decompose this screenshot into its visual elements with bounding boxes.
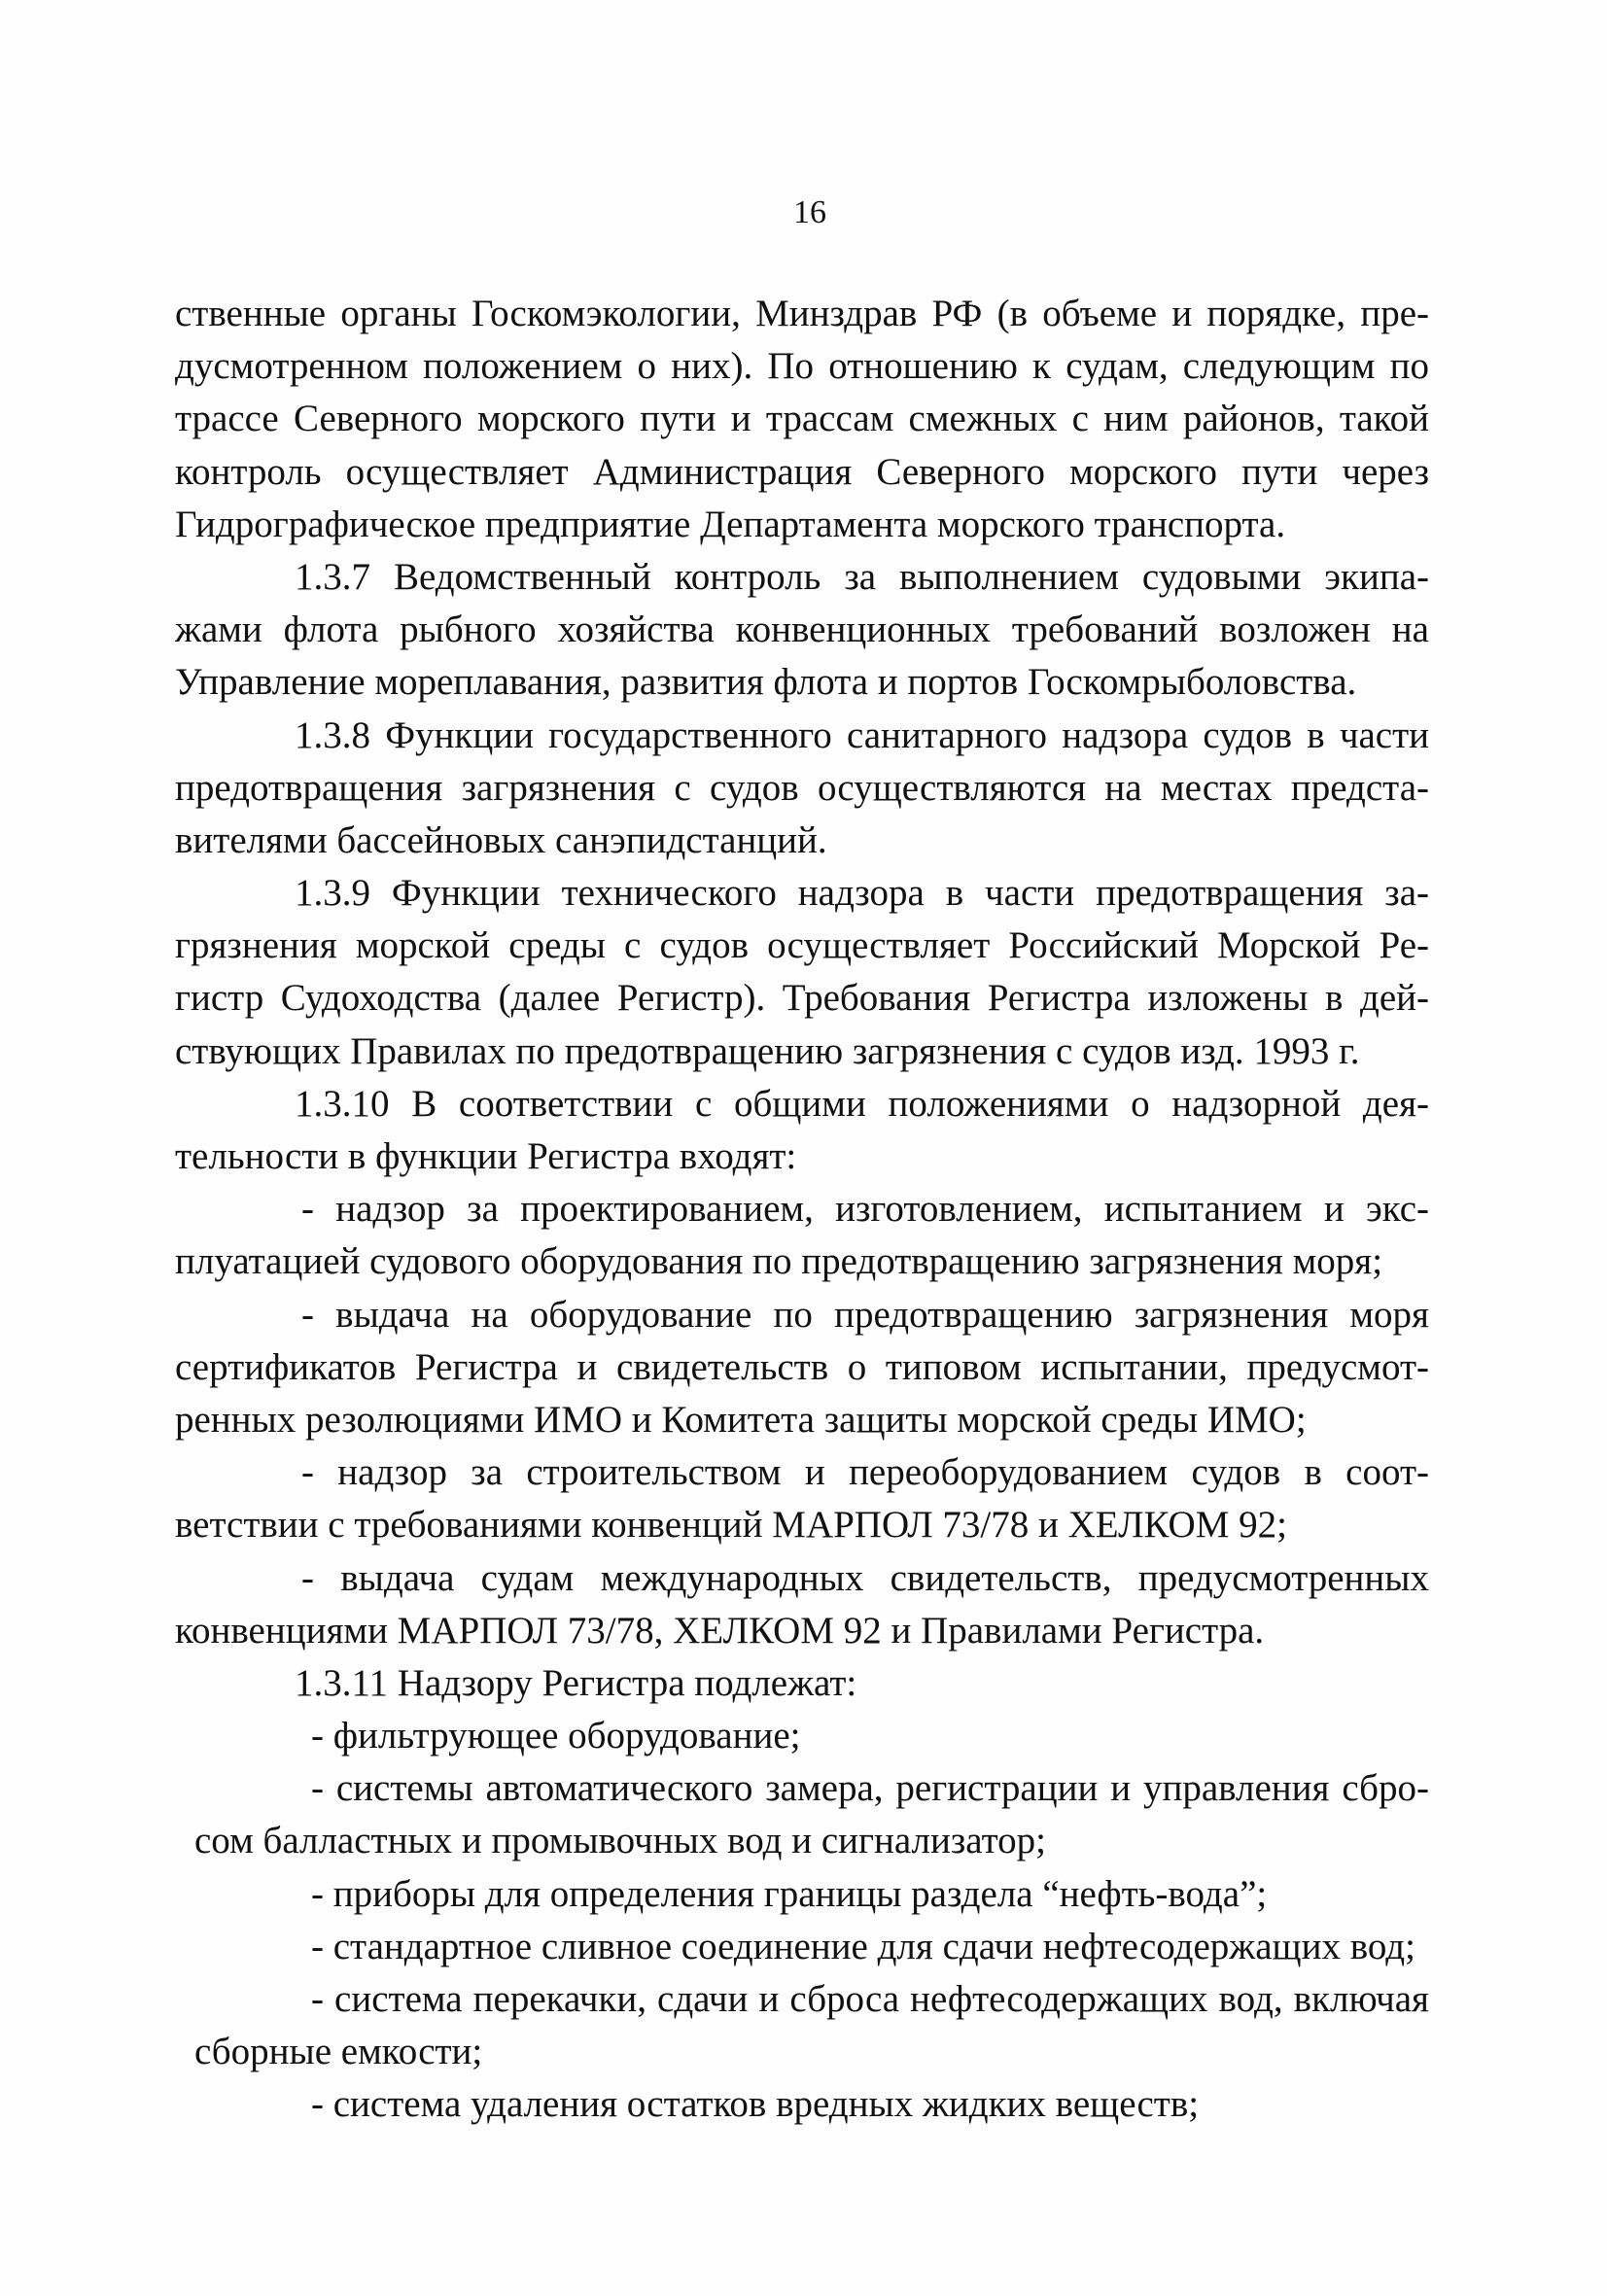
- text-line: плуатацией судового оборудования по предотвращению загрязнения моря;: [175, 1240, 1383, 1283]
- text-line: 1.3.7 Ведомственный контроль за выполнением судовыми экипа-: [295, 555, 1429, 598]
- text-line: 1.3.11 Надзору Регистра подлежат:: [295, 1661, 857, 1704]
- list-item: - системы автоматического замера, регистрации и управления сбро-: [311, 1767, 1429, 1810]
- text-line: вителями бассейновых санэпидстанций.: [175, 818, 827, 861]
- text-line: сертификатов Регистра и свидетельств о типовом испытании, предусмот-: [175, 1345, 1429, 1388]
- text-line: Гидрографическое предприятие Департамента морского транспорта.: [175, 503, 1286, 545]
- text-line: ствующих Правилах по предотвращению загрязнения с судов изд. 1993 г.: [175, 1029, 1360, 1072]
- text-line: конвенциями МАРПОЛ 73/78, ХЕЛКОМ 92 и Правилами Регистра.: [175, 1609, 1265, 1652]
- list-item: - надзор за строительством и переоборудованием судов в соот-: [301, 1451, 1429, 1494]
- list-item: - надзор за проектированием, изготовлением, испытанием и экс-: [301, 1188, 1429, 1231]
- text-line: ветствии с требованиями конвенций МАРПОЛ 73/78 и ХЕЛКОМ 92;: [175, 1504, 1287, 1547]
- text-line: ренных резолюциями ИМО и Комитета защиты морской среды ИМО;: [175, 1398, 1307, 1441]
- list-item: - выдача на оборудование по предотвращению загрязнения моря: [301, 1293, 1429, 1336]
- text-line: предотвращения загрязнения с судов осуществляются на местах предста-: [175, 766, 1429, 809]
- text-line: сом балластных и промывочных вод и сигнализатор;: [194, 1820, 1046, 1862]
- page-number: 16: [793, 194, 826, 230]
- text-line: тельности в функции Регистра входят:: [175, 1135, 797, 1177]
- text-line: 1.3.9 Функции технического надзора в части предотвращения за-: [295, 872, 1429, 915]
- body-text: [175, 288, 1429, 2132]
- text-line: 1.3.8 Функции государственного санитарного надзора судов в части: [295, 713, 1429, 756]
- list-item: - система перекачки, сдачи и сброса нефтесодержащих вод, включая: [311, 1978, 1429, 2020]
- text-line: гистр Судоходства (далее Регистр). Требования Регистра изложены в дей-: [175, 977, 1429, 1020]
- text-line: Управление мореплавания, развития флота и портов Госкомрыболовства.: [175, 661, 1357, 704]
- text-line: ственные органы Госкомэкологии, Минздрав РФ (в объеме и порядке, пре-: [175, 293, 1429, 334]
- text-line: дусмотренном положением о них). По отношению к судам, следующим по: [175, 345, 1429, 388]
- text-line: 1.3.10 В соответствии с общими положениями о надзорной дея-: [295, 1082, 1429, 1125]
- text-line: трассе Северного морского пути и трассам смежных с ним районов, такой: [175, 398, 1429, 440]
- text-line: сборные емкости;: [194, 2031, 483, 2073]
- list-item: - выдача судам международных свидетельств, предусмотренных: [301, 1556, 1429, 1599]
- list-item: - фильтрующее оборудование;: [311, 1715, 801, 1757]
- text-line: грязнения морской среды с судов осуществляет Российский Морской Ре-: [175, 924, 1429, 967]
- list-item: - стандартное сливное соединение для сдачи нефтесодержащих вод;: [311, 1925, 1415, 1967]
- text-line: контроль осуществляет Администрация Северного морского пути через: [175, 450, 1429, 493]
- text-line: жами флота рыбного хозяйства конвенционных требований возложен на: [175, 609, 1429, 651]
- list-item: - система удаления остатков вредных жидких веществ;: [311, 2083, 1200, 2126]
- list-item: - приборы для определения границы раздела “нефть-вода”;: [311, 1872, 1268, 1915]
